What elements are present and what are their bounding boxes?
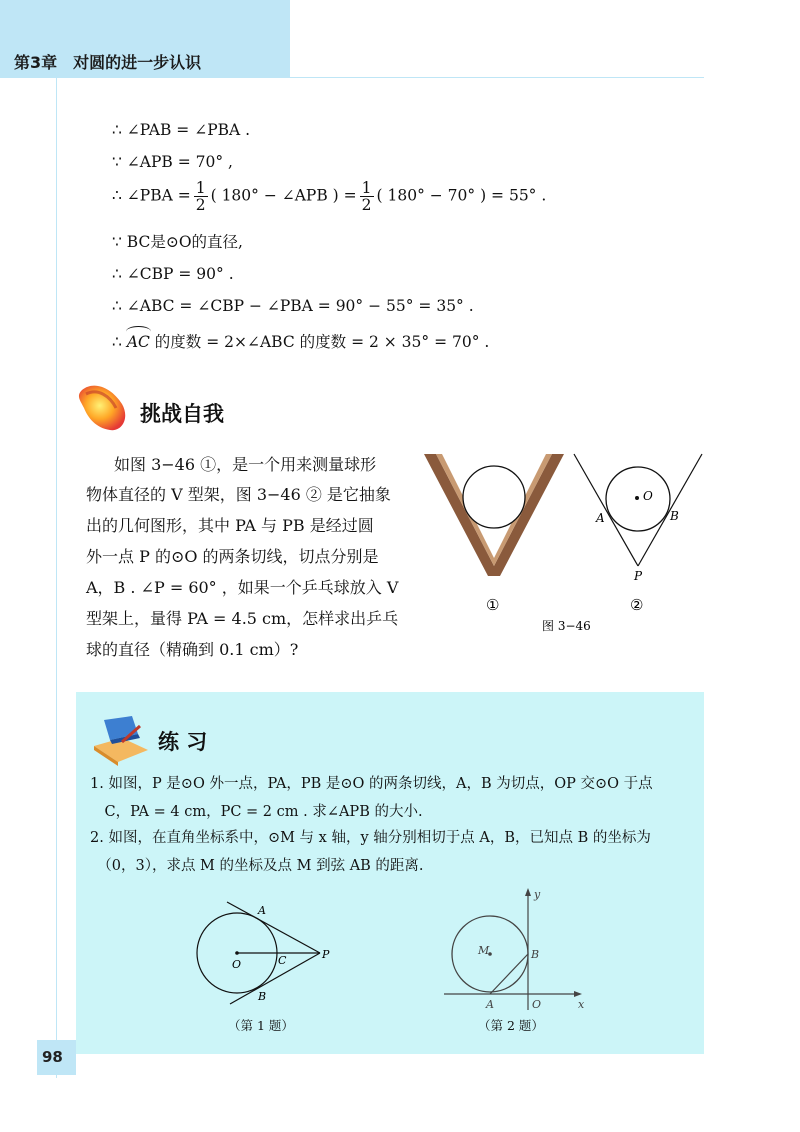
tangent-pa <box>574 454 638 566</box>
challenge-text-line: 出的几何图形，其中 PA 与 PB 是经过圆 <box>86 516 374 535</box>
proof-line: ∴ ∠ABC = ∠CBP − ∠PBA = 90° − 55° = 35° . <box>112 297 474 315</box>
fig2-label-a: A <box>486 998 494 1011</box>
fig1-label-p: P <box>322 948 330 961</box>
exercise-icon <box>88 712 152 768</box>
fraction-half: $\frac{1}{2}$ <box>361 179 372 214</box>
challenge-text-line: 物体直径的 V 型架，图 3−46 ② 是它抽象 <box>86 485 391 504</box>
exercise-caption-1: （第 1 题） <box>228 1018 294 1033</box>
fig1-label-c: C <box>278 954 287 967</box>
proof-line: ∵ ∠APB = 70° , <box>112 153 233 171</box>
proof-arc-line: ∴ AC 的度数 = 2×∠ABC 的度数 = 2 × 35° = 70° . <box>112 333 490 351</box>
exercise-item: （0，3），求点 M 的坐标及点 M 到弦 AB 的距离. <box>90 858 424 874</box>
exercise-figure-2 <box>440 884 590 1014</box>
fraction-half: $\frac{1}{2}$ <box>195 179 206 214</box>
challenge-text-line: 型架上，量得 PA = 4.5 cm，怎样求出乒乓 <box>86 609 399 628</box>
challenge-text-line: 外一点 P 的⊙O 的两条切线，切点分别是 <box>86 547 379 566</box>
proof-line: ∴ ∠CBP = 90° . <box>112 265 234 283</box>
challenge-text-line: 如图 3−46 ①，是一个用来测量球形 <box>114 455 377 474</box>
fig2-label-y: y <box>534 888 541 901</box>
fig2-label-x: x <box>578 998 585 1011</box>
fig1-label-b: B <box>258 990 267 1003</box>
challenge-text-line: 球的直径（精确到 0.1 cm）? <box>86 640 299 659</box>
label-p: P <box>634 569 643 583</box>
fig2-label-b: B <box>531 948 540 961</box>
challenge-title: 挑战自我 <box>140 402 224 426</box>
fig1-label-o: O <box>232 958 242 971</box>
exercise-title: 练 习 <box>158 730 208 754</box>
proof-frac-part: ( 180° − 70° ) = 55° . <box>376 186 547 205</box>
exercise-caption-2: （第 2 题） <box>478 1018 544 1033</box>
label-b: B <box>670 509 679 523</box>
proof-line: ∴ ∠PAB = ∠PBA . <box>112 121 251 139</box>
page-number: 98 <box>42 1048 63 1066</box>
label-fig2: ② <box>630 596 644 614</box>
proof-frac-part: ∴ ∠PBA = <box>112 186 191 205</box>
label-a: A <box>596 511 605 525</box>
arc-ac: AC <box>126 333 150 351</box>
exercise-item: C，PA = 4 cm，PC = 2 cm . 求∠APB 的大小. <box>90 804 423 820</box>
fig1-label-a: A <box>258 904 266 917</box>
exercise-item: 2. 如图，在直角坐标系中，⊙M 与 x 轴，y 轴分别相切于点 A，B，已知点 B 的坐标为 <box>90 830 651 846</box>
exercise-item: 1. 如图，P 是⊙O 外一点，PA，PB 是⊙O 的两条切线，A，B 为切点，OP 交⊙O 于点 <box>90 776 653 792</box>
chapter-title: 第3章 对圆的进一步认识 <box>14 53 202 72</box>
label-fig1: ① <box>486 596 500 614</box>
ball-circle <box>463 466 525 528</box>
figure-caption: 图 3−46 <box>542 619 591 633</box>
proof-line: ∵ BC是⊙O的直径, <box>112 233 243 251</box>
figure-3-46 <box>418 448 714 648</box>
challenge-text-line: A，B . ∠P = 60° ，如果一个乒乓球放入 V <box>86 578 399 597</box>
challenge-icon <box>72 378 132 436</box>
margin-rule <box>56 78 57 1078</box>
fig2-label-o: O <box>532 998 542 1011</box>
header-rule <box>0 77 704 78</box>
fig2-label-m: M <box>478 944 490 957</box>
label-o: O <box>643 489 653 503</box>
proof-fraction-line <box>112 180 546 213</box>
proof-frac-part: ( 180° − ∠APB ) = <box>210 186 357 205</box>
exercise-figure-1 <box>192 900 352 1012</box>
